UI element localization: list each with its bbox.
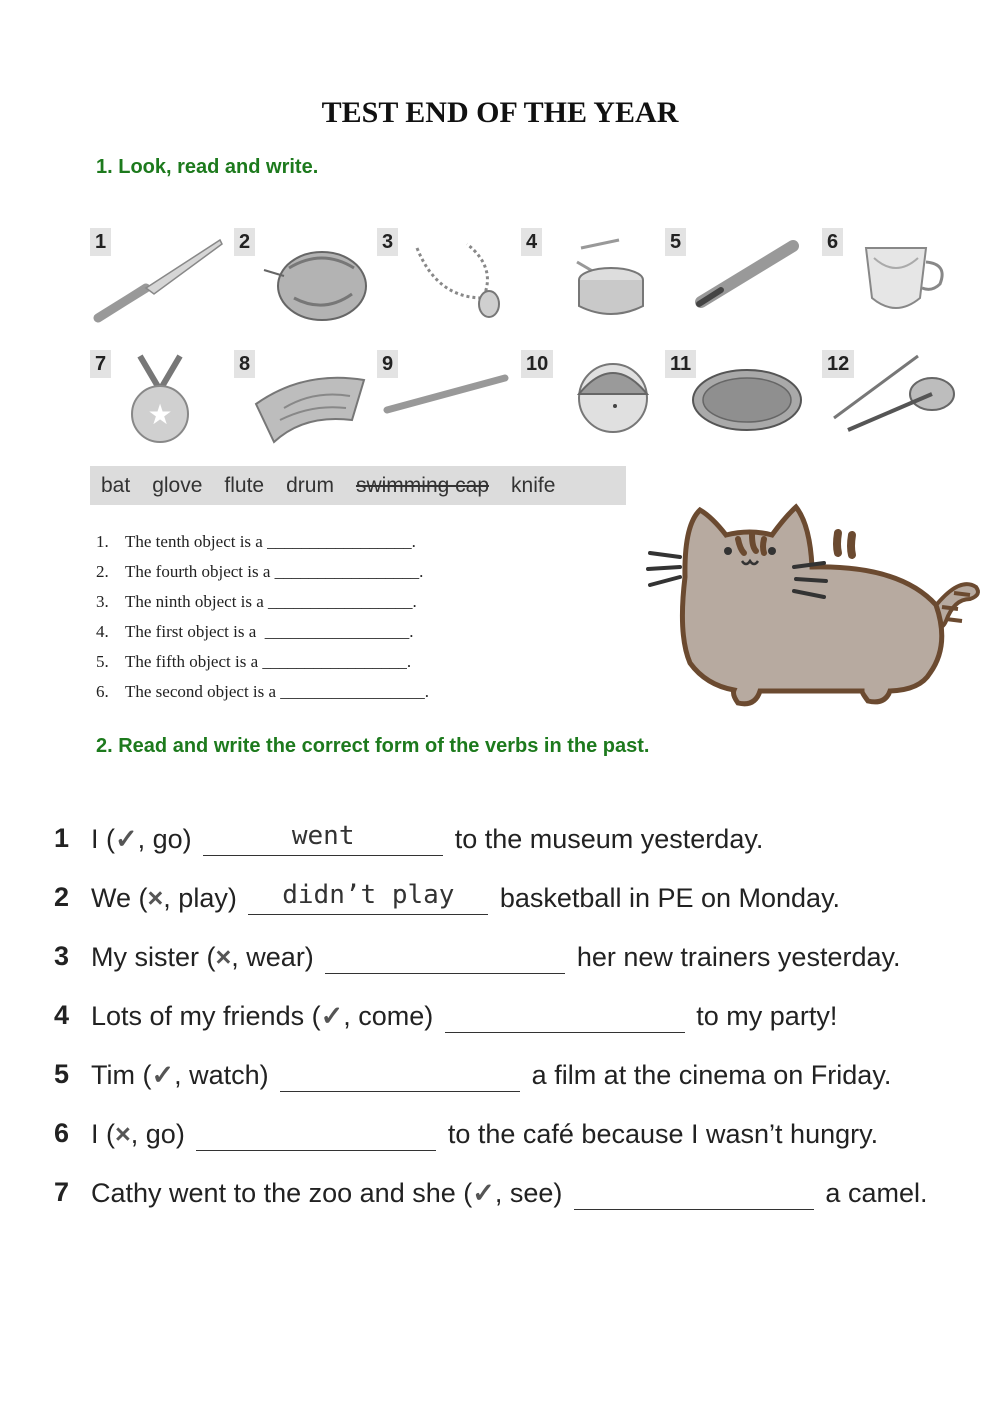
picture-number: 11 xyxy=(665,350,696,378)
check-mark-icon: ✓ xyxy=(472,1178,495,1208)
picture-number: 1 xyxy=(90,228,111,256)
question-6[interactable]: 6. The second object is a _________________. xyxy=(96,682,430,701)
answer-text: went xyxy=(291,821,355,851)
question-2[interactable]: 2. The fourth object is a _________________. xyxy=(96,562,424,581)
word-bank-word: knife xyxy=(511,473,556,497)
picture-7 xyxy=(90,350,230,450)
picture-number: 7 xyxy=(90,350,111,378)
word-bank-word-used: swimming cap xyxy=(355,473,490,497)
picture-3 xyxy=(377,228,517,328)
question-4[interactable]: 4. The first object is a _________________. xyxy=(96,622,414,641)
section-2-heading: 2. Read and write the correct form of the verbs in the past. xyxy=(96,735,650,757)
cross-mark-icon: × xyxy=(215,942,232,972)
picture-4 xyxy=(521,228,661,328)
question-3[interactable]: 3. The ninth object is a _________________. xyxy=(96,592,417,611)
picture-number: 10 xyxy=(521,350,553,378)
answer-blank[interactable] xyxy=(574,1177,814,1210)
check-mark-icon: ✓ xyxy=(115,824,138,854)
picture-5 xyxy=(665,228,805,328)
answer-blank[interactable] xyxy=(325,941,565,974)
word-bank-word: flute xyxy=(224,473,265,497)
svg-text:★: ★ xyxy=(147,398,173,431)
word-bank-word: drum xyxy=(286,473,334,497)
picture-number: 3 xyxy=(377,228,398,256)
check-mark-icon: ✓ xyxy=(151,1060,175,1090)
picture-12 xyxy=(822,350,962,450)
picture-number: 5 xyxy=(665,228,686,256)
page-title: TEST END OF THE YEAR xyxy=(321,96,679,129)
picture-6 xyxy=(822,228,962,328)
word-bank xyxy=(90,466,626,505)
picture-number: 12 xyxy=(822,350,854,378)
cross-mark-icon: × xyxy=(147,883,164,913)
cat-illustration xyxy=(640,495,985,720)
cross-mark-icon: × xyxy=(115,1119,131,1149)
picture-9 xyxy=(377,350,517,450)
answer-text: didn’t play xyxy=(282,880,455,910)
answer-blank[interactable] xyxy=(248,882,488,915)
picture-number: 9 xyxy=(377,350,398,378)
picture-11 xyxy=(665,350,805,450)
question-1[interactable]: 1. The tenth object is a _________________. xyxy=(96,532,416,551)
picture-number: 8 xyxy=(234,350,255,378)
answer-blank[interactable] xyxy=(445,1000,685,1033)
answer-blank[interactable] xyxy=(280,1059,520,1092)
answer-blank[interactable] xyxy=(196,1118,436,1151)
picture-number: 6 xyxy=(822,228,843,256)
word-bank-word: bat xyxy=(101,473,131,497)
picture-2 xyxy=(234,228,374,328)
question-5[interactable]: 5. The fifth object is a _________________. xyxy=(96,652,412,671)
picture-number: 2 xyxy=(234,228,255,256)
answer-blank[interactable] xyxy=(203,823,443,856)
check-mark-icon: ✓ xyxy=(320,1001,344,1031)
picture-8 xyxy=(234,350,374,450)
section-1-heading: 1. Look, read and write. xyxy=(96,156,319,178)
picture-1 xyxy=(90,228,230,328)
picture-10 xyxy=(521,350,661,450)
picture-number: 4 xyxy=(521,228,542,256)
word-bank-word: glove xyxy=(152,473,203,497)
